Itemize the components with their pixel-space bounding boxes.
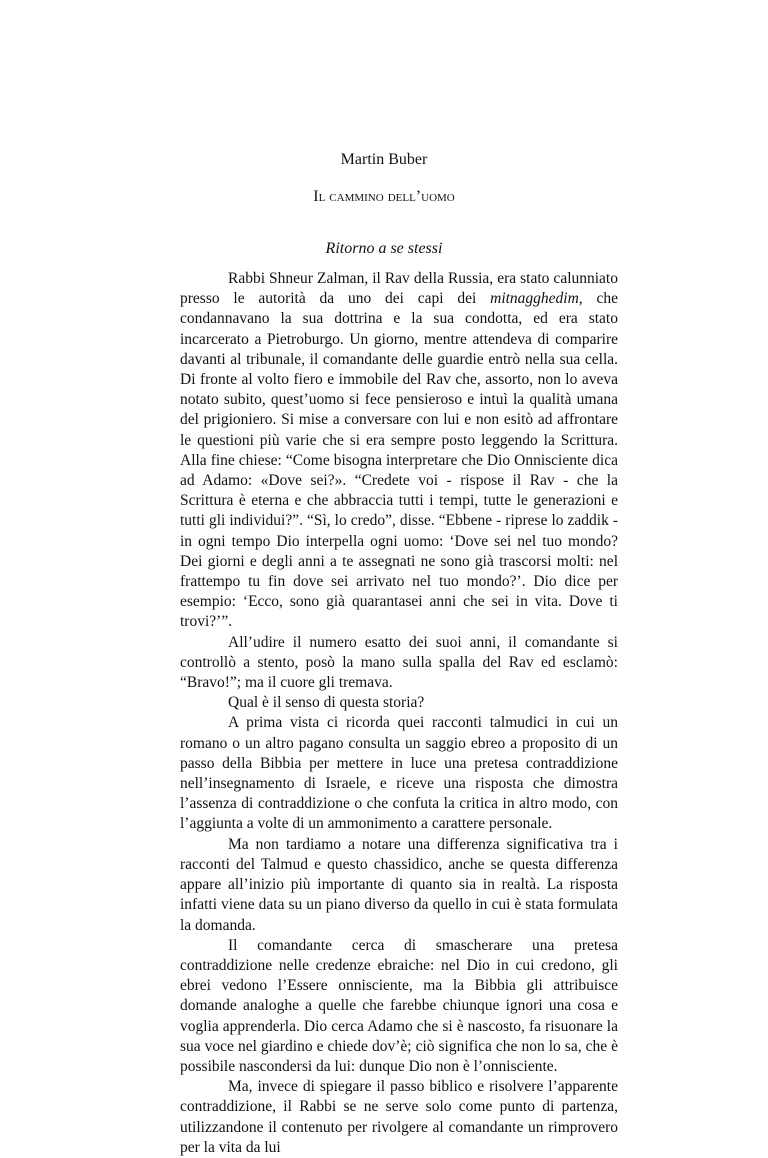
paragraph: Qual è il senso di questa storia?: [228, 694, 425, 712]
paragraph-text: Rabbi Shneur Zalman, il Rav della Russia, era stato calunniato presso le autorità da uno dei capi dei: [180, 270, 618, 308]
italic-term: mitnagghedim,: [490, 290, 583, 308]
paragraph-text: che condannavano la sua dottrina e la sua condotta, ed era stato incarcerato a Pietroburgo. Un giorno, mentre attendeva di comparire davanti al tribunale, il comandante delle guardie entrò nella sua cella. Di fronte al volto fiero e immobile del Rav che, assorto, non lo aveva notato subito, quest’uomo si fece pensieroso e intuì la qualità umana del prigioniero. Si mise a conversare con lui e non esitò ad affrontare le questioni più varie che si era sempre posto leggendo la Scrittura. Alla fine chiese: “Come bisogna interpretare che Dio Onnisciente dica ad Adamo: «Dove sei?». “Credete voi - rispose il Rav - che la Scrittura è eterna e che abbraccia tutti i tempi, tutte le generazioni e tutti gli individui?”. “Sì, lo credo”, disse. “Ebbene - riprese lo zaddik - in ogni tempo Dio interpella ogni uomo: ‘Dove sei nel tuo mondo? Dei giorni e degli anni a te assegnati ne sono già trascorsi molti: nel frattempo tu fin dove sei arrivato nel tuo mondo?’. Dio dice per esempio: ‘Ecco, sono già quarantasei anni che sei in vita. Dove ti trovi?’”.: [180, 290, 618, 631]
paragraph: Ma non tardiamo a notare una differenza significativa tra i racconti del Talmud e questo chassidico, anche se questa differenza appare all’inizio più importante di quanto sia in realtà. La risposta infatti viene data su un piano diverso da quello in cui è stata formulata la domanda.: [180, 835, 618, 934]
paragraph: [180, 269, 618, 633]
work-title: Il cammino dell’uomo: [313, 188, 455, 205]
section-title: Ritorno a se stessi: [325, 240, 443, 257]
paragraph: A prima vista ci ricorda quei racconti talmudici in cui un romano o un altro pagano consulta un saggio ebreo a proposito di un passo della Bibbia per mettere in luce una pretesa contraddizione nell’insegnamento di Israele, e riceve una risposta che dimostra l’assenza di contraddizione o che confuta la critica in altro modo, con l’aggiunta a volte di un ammonimento a carattere personale.: [180, 714, 618, 833]
body-text: [180, 269, 618, 1158]
paragraph: All’udire il numero esatto dei suoi anni, il comandante si controllò a stento, posò la mano sulla spalla del Rav ed esclamò: “Bravo!”; ma il cuore gli tremava.: [180, 633, 618, 692]
paragraph: Ma, invece di spiegare il passo biblico e risolvere l’apparente contraddizione, il Rabbi se ne serve solo come punto di partenza, utilizzandone il contenuto per rivolgere al comandante un rimprovero per la vita da lui: [180, 1078, 618, 1156]
author-name: Martin Buber: [340, 151, 428, 168]
paragraph: Il comandante cerca di smascherare una pretesa contraddizione nelle credenze ebraiche: nel Dio in cui credono, gli ebrei vedono l’Essere onnisciente, ma la Bibbia gli attribuisce domande analoghe a quelle che farebbe chiunque ignori una cosa e voglia apprenderla. Dio cerca Adamo che si è nascosto, fa risuonare la sua voce nel giardino e chiede dov’è; ciò significa che non lo sa, che è possibile nascondersi da lui: dunque Dio non è l’onnisciente.: [180, 936, 618, 1075]
